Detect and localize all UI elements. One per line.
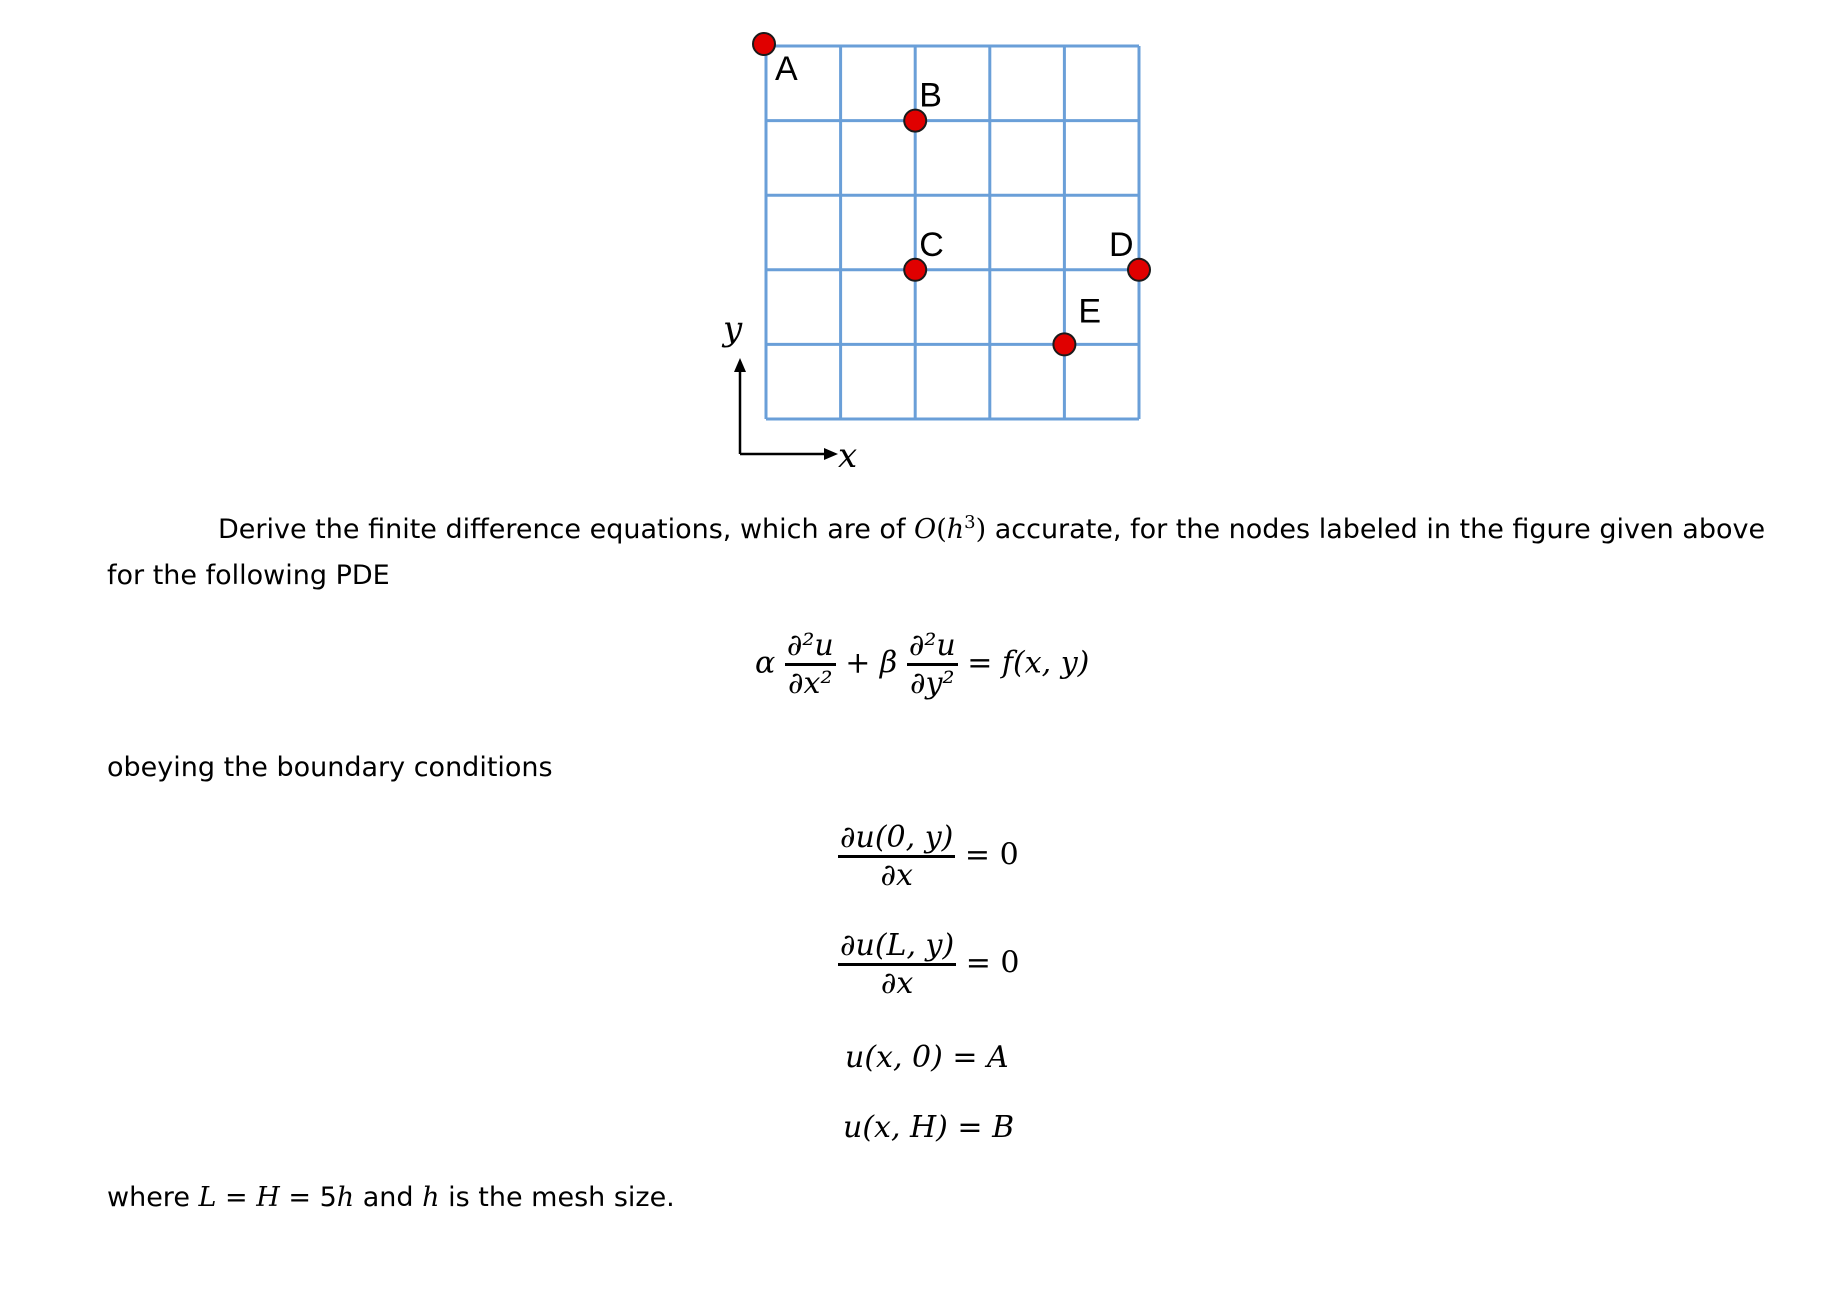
- node-label-b: B: [919, 76, 942, 115]
- pde-num-xx: ∂²u: [785, 628, 836, 666]
- pde-alpha: α: [755, 645, 776, 681]
- order-exponent: 3: [964, 512, 976, 533]
- y-axis-arrowhead: [734, 358, 746, 372]
- bc-right-fraction: [838, 928, 956, 1001]
- where-eq2: =: [279, 1182, 320, 1213]
- bc-left-fraction: [838, 820, 955, 893]
- bc-intro-text: obeying the boundary conditions: [107, 752, 553, 783]
- node-label-d: D: [1109, 225, 1134, 264]
- where-suffix: is the mesh size.: [439, 1182, 675, 1213]
- pde-term-yy: [907, 628, 958, 701]
- order-symbol: O: [914, 514, 937, 545]
- node-a: [753, 33, 775, 55]
- node-label-c: C: [919, 225, 944, 264]
- bc-right-rhs: = 0: [965, 945, 1020, 981]
- where-eq1: =: [216, 1182, 257, 1213]
- intro-text-b: accurate, for the nodes labeled in the figure given above: [986, 514, 1766, 545]
- order-h: h: [946, 514, 965, 545]
- intro-paragraph-line2: for the following PDE: [107, 560, 390, 591]
- bc-top: u(x, H) = B: [843, 1110, 1015, 1145]
- bc-right-num: ∂u(L, y): [838, 928, 956, 966]
- pde-beta: β: [879, 645, 898, 681]
- pde-equation: [755, 628, 1089, 701]
- x-axis-label: x: [838, 436, 858, 476]
- node-label-e: E: [1078, 292, 1102, 331]
- intro-text-a: Derive the finite difference equations, which are of: [218, 514, 915, 545]
- where-prefix: where: [107, 1182, 199, 1213]
- where-h2: h: [422, 1182, 440, 1213]
- x-axis-arrowhead: [824, 448, 838, 460]
- mesh-grid: [766, 46, 1139, 419]
- bc-right: [838, 928, 1020, 1001]
- node-e: [1053, 333, 1075, 355]
- where-five: 5: [319, 1182, 337, 1213]
- intro-paragraph-line1: [218, 512, 1765, 545]
- pde-den-xx: ∂x²: [788, 666, 833, 701]
- where-L: L: [198, 1182, 217, 1213]
- bc-left-num: ∂u(0, y): [838, 820, 955, 858]
- pde-num-yy: ∂²u: [907, 628, 958, 666]
- bc-left-den: ∂x: [880, 858, 913, 893]
- bc-bottom: u(x, 0) = A: [845, 1040, 1009, 1075]
- pde-term-xx: [785, 628, 836, 701]
- where-h1: h: [336, 1182, 355, 1213]
- pde-rhs: = f(x, y): [967, 645, 1090, 681]
- pde-plus: +: [845, 645, 880, 681]
- node-label-a: A: [775, 50, 798, 88]
- bc-right-den: ∂x: [880, 966, 914, 1001]
- where-mid: and: [354, 1182, 423, 1213]
- order-paren-open: (: [936, 514, 947, 545]
- where-line: [107, 1182, 675, 1213]
- y-axis-label: y: [723, 309, 743, 349]
- bc-left: [838, 820, 1019, 893]
- axes: [721, 309, 857, 476]
- pde-den-yy: ∂y²: [910, 666, 955, 701]
- where-H: H: [256, 1182, 280, 1213]
- order-paren-close: ): [975, 514, 987, 545]
- bc-left-rhs: = 0: [964, 837, 1019, 873]
